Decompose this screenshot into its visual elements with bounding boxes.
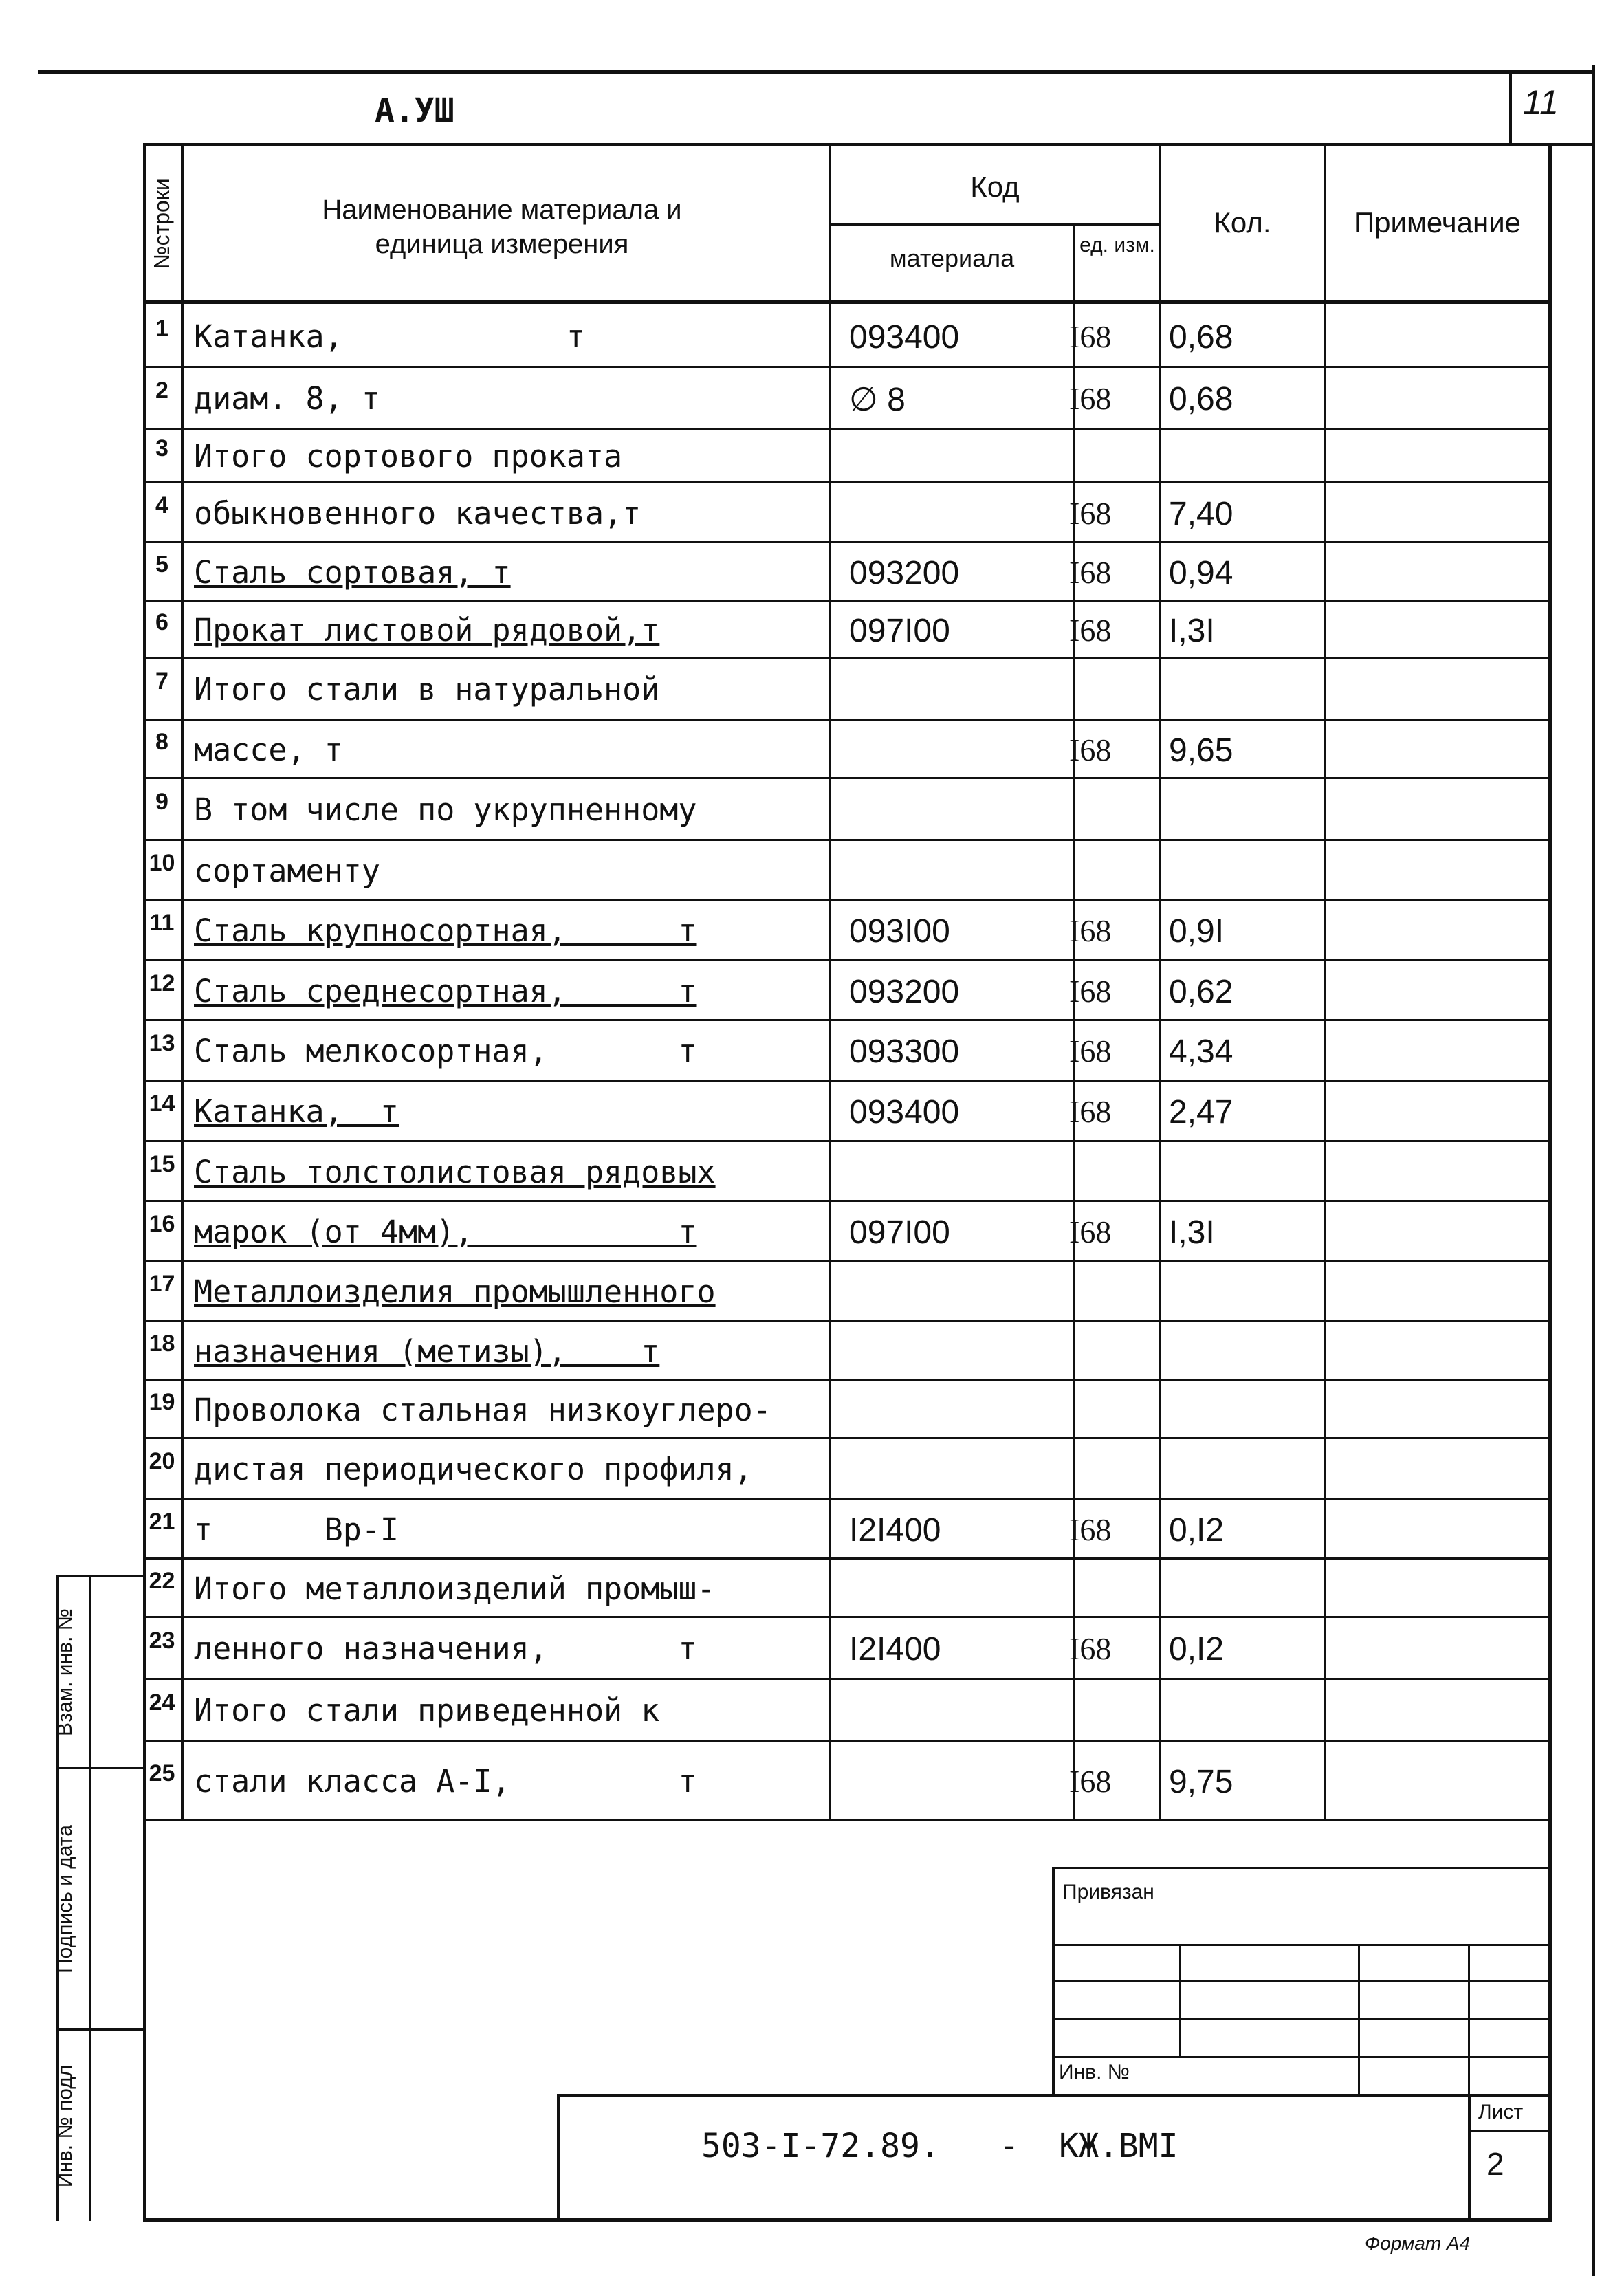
row-number: 20 (149, 1448, 175, 1474)
row-number: 16 (149, 1210, 175, 1237)
material-code: 093200 (849, 554, 960, 591)
unit-code: I68 (1069, 381, 1112, 416)
material-code: I2I400 (849, 1631, 941, 1667)
table-row (0, 600, 1624, 657)
quantity: 0,62 (1169, 973, 1233, 1010)
quantity: 0,I2 (1169, 1511, 1225, 1549)
table-row (0, 1080, 1624, 1140)
row-number: 7 (155, 668, 168, 694)
row-number: 2 (155, 377, 168, 404)
unit-code: I68 (1069, 1631, 1112, 1666)
row-number: 4 (155, 492, 168, 518)
stamp-list-left (1468, 2094, 1471, 2221)
row-number: 8 (155, 728, 168, 755)
table-row (0, 719, 1624, 777)
material-name: Катанка, т (194, 1093, 399, 1130)
col-header-qty: Кол. (1214, 206, 1271, 239)
stamp-list-split (1468, 2130, 1552, 2132)
material-name: назначения (метизы), т (194, 1333, 660, 1370)
series-label: А.УШ (375, 91, 454, 130)
quantity: 2,47 (1169, 1094, 1233, 1130)
table-row (0, 1616, 1624, 1678)
unit-code: I68 (1069, 1094, 1112, 1129)
unit-code: I68 (1069, 1033, 1112, 1069)
quantity: 0,68 (1169, 381, 1233, 417)
stamp-right-row4 (1052, 2056, 1552, 2058)
material-name: стали класса А-I, т (194, 1762, 697, 1799)
material-name: Итого стали в натуральной (194, 671, 660, 708)
material-name: Катанка, т (194, 318, 585, 355)
stamp-right-row3 (1052, 2018, 1552, 2020)
material-name: дистая периодического профиля, (194, 1451, 753, 1487)
material-name: сортаменту (194, 852, 380, 889)
table-row (0, 1260, 1624, 1320)
material-code: I2I400 (849, 1511, 941, 1549)
col-header-material: материала (889, 244, 1015, 272)
material-name: Сталь толстолистовая рядовых (194, 1153, 716, 1190)
table-row (0, 1200, 1624, 1260)
unit-code: I68 (1069, 732, 1112, 767)
table-row (0, 1557, 1624, 1616)
table-row (0, 777, 1624, 839)
col-header-rowno: №строки (149, 178, 174, 270)
stamp-right-row1 (1052, 1944, 1552, 1946)
unit-code: I68 (1069, 554, 1112, 590)
side-label-inv-podl: Инв. № подл (54, 2064, 76, 2188)
row-number: 12 (149, 970, 175, 996)
table-row (0, 1320, 1624, 1379)
header-bottom-line (143, 143, 1595, 146)
material-name: Металлоизделия промышленного (194, 1273, 716, 1310)
material-name: обыкновенного качества,т (194, 494, 641, 532)
row-number: 6 (155, 609, 168, 635)
table-row (0, 304, 1624, 366)
row-number: 24 (149, 1689, 175, 1716)
material-code: 093300 (849, 1033, 960, 1070)
document-code: 503-I-72.89. - КЖ.ВМI (701, 2127, 1178, 2165)
material-code: 093400 (849, 319, 960, 355)
material-name: Прокат листовой рядовой,т (194, 611, 660, 648)
unit-code: I68 (1069, 973, 1112, 1009)
material-name: массе, т (194, 731, 343, 768)
row-number: 10 (149, 849, 175, 876)
side-label-vzam: Взам. инв. № (54, 1608, 76, 1736)
unit-code: I68 (1069, 319, 1112, 354)
material-code: 093I00 (849, 913, 950, 950)
col-header-code: Код (970, 171, 1020, 203)
quantity: 4,34 (1169, 1033, 1233, 1070)
stamp-main-left (557, 2094, 560, 2221)
row-number: 15 (149, 1150, 175, 1177)
stamp-main-top (557, 2094, 1552, 2097)
stamp-right-v2 (1358, 1944, 1360, 2094)
stamp-right-top (1052, 1867, 1552, 1869)
table-row (0, 541, 1624, 600)
material-code: 097I00 (849, 1214, 950, 1251)
format-label: Формат А4 (1365, 2233, 1471, 2254)
frame-bottom-line (143, 2218, 1552, 2222)
quantity: 7,40 (1169, 495, 1233, 532)
material-name: т Вр-I (194, 1511, 399, 1548)
stamp-inv-no: Инв. № (1059, 2061, 1130, 2083)
table-row (0, 481, 1624, 541)
row-number: 1 (155, 316, 168, 342)
table-row (0, 1498, 1624, 1557)
material-name: Сталь среднесортная, т (194, 972, 697, 1009)
corner-box-left (1509, 72, 1512, 144)
unit-code: I68 (1069, 1763, 1112, 1799)
stamp-privyazan: Привязан (1062, 1881, 1154, 1903)
material-name: марок (от 4мм), т (194, 1213, 697, 1250)
list-number: 2 (1486, 2146, 1504, 2182)
material-name: ленного назначения, т (194, 1630, 697, 1667)
material-name: Итого металлоизделий промыш- (194, 1570, 716, 1607)
unit-code: I68 (1069, 1511, 1112, 1547)
quantity: 0,9I (1169, 913, 1225, 950)
row-number: 23 (149, 1628, 175, 1654)
table-row (0, 366, 1624, 428)
stamp-right-v3 (1468, 1944, 1470, 2094)
table-row (0, 899, 1624, 959)
quantity: 0,68 (1169, 319, 1233, 355)
quantity: I,3I (1169, 612, 1215, 649)
material-name: Сталь мелкосортная, т (194, 1033, 697, 1069)
row-number: 21 (149, 1508, 175, 1535)
table-row (0, 1437, 1624, 1498)
table-row (0, 1678, 1624, 1740)
top-border-line (38, 70, 1595, 74)
col-header-unit: ед. изм. (1079, 234, 1155, 256)
material-name: В том числе по укрупненному (194, 791, 697, 828)
material-code: 093400 (849, 1094, 960, 1130)
table-row (0, 1140, 1624, 1200)
table-bottom-line (143, 1819, 1552, 1821)
row-number: 5 (155, 551, 168, 578)
material-name: Проволока стальная низкоуглеро- (194, 1391, 771, 1428)
material-code: 093200 (849, 973, 960, 1010)
material-name: Итого стали приведенной к (194, 1692, 660, 1729)
page-corner-number: 11 (1523, 83, 1559, 122)
material-code: ∅ 8 (849, 382, 906, 418)
unit-code: I68 (1069, 495, 1112, 531)
material-name: Сталь крупносортная, т (194, 912, 697, 949)
row-number: 25 (149, 1760, 175, 1786)
list-label: Лист (1478, 2101, 1524, 2123)
row-number: 14 (149, 1091, 175, 1117)
quantity: 9,65 (1169, 732, 1233, 769)
unit-code: I68 (1069, 1214, 1112, 1249)
material-name: диам. 8, т (194, 380, 380, 417)
quantity: 0,94 (1169, 554, 1233, 591)
unit-code: I68 (1069, 913, 1112, 948)
row-number: 9 (155, 789, 168, 815)
row-number: 18 (149, 1330, 175, 1357)
table-row (0, 1379, 1624, 1437)
side-stamp-div3 (56, 2028, 144, 2031)
table-row (0, 959, 1624, 1019)
quantity: 9,75 (1169, 1763, 1233, 1800)
row-number: 19 (149, 1388, 175, 1415)
unit-code: I68 (1069, 612, 1112, 648)
col-header-name: Наименование материала и единица измерения (322, 195, 682, 259)
material-code: 097I00 (849, 612, 950, 649)
table-row (0, 657, 1624, 719)
row-number: 3 (155, 435, 168, 461)
side-label-podpis: Подпись и дата (54, 1825, 76, 1973)
row-number: 17 (149, 1271, 175, 1297)
material-name: Итого сортового проката (194, 438, 623, 474)
quantity: 0,I2 (1169, 1631, 1225, 1667)
table-row (0, 1019, 1624, 1080)
code-split-line (830, 223, 1160, 226)
table-row (0, 839, 1624, 899)
row-number: 22 (149, 1567, 175, 1594)
row-number: 11 (149, 910, 175, 936)
quantity: I,3I (1169, 1214, 1215, 1251)
row-number: 13 (149, 1030, 175, 1056)
table-row (0, 428, 1624, 481)
stamp-right-v1 (1179, 1944, 1181, 2056)
material-name: Сталь сортовая, т (194, 554, 511, 591)
table-row (0, 1740, 1624, 1819)
col-header-note: Примечание (1353, 206, 1522, 239)
stamp-right-row2 (1052, 1980, 1552, 1982)
